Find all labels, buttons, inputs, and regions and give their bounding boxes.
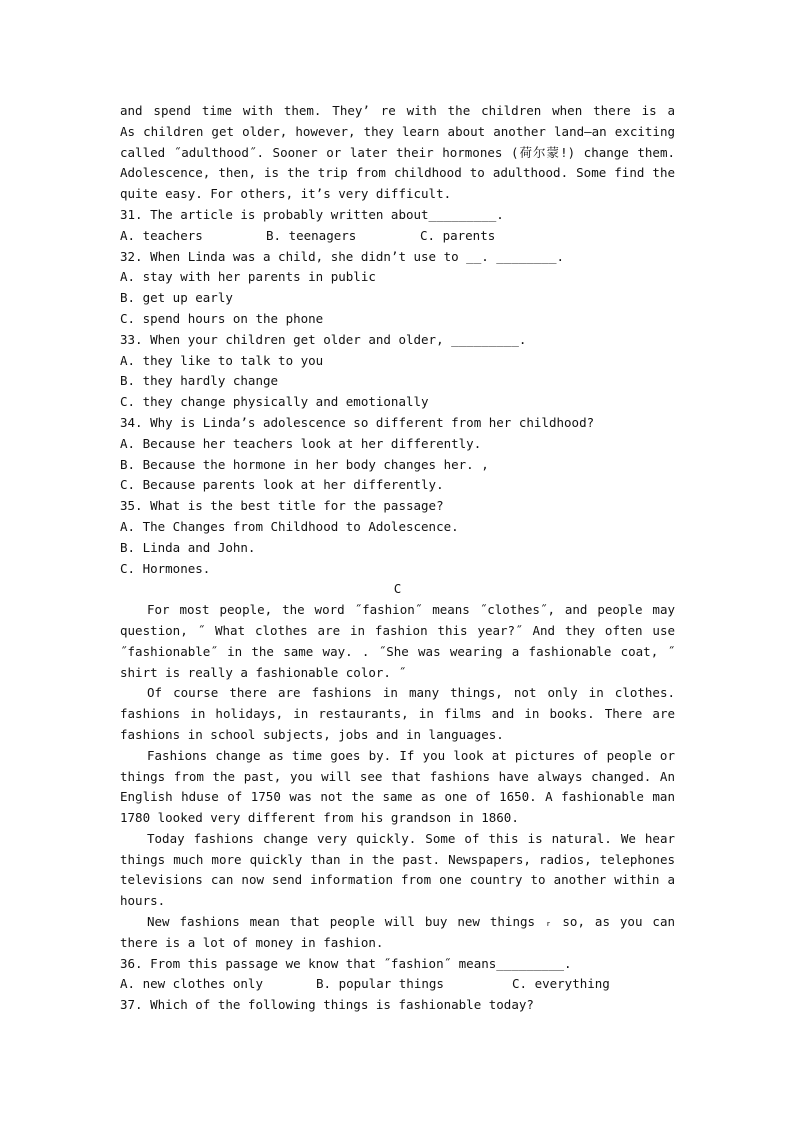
question-31-stem: 31. The article is probably written about_________. xyxy=(120,206,504,222)
option-b: B. Because the hormone in her body changes her. , xyxy=(120,456,489,472)
paragraph-line: For most people, the word ˝fashion˝ means ˝clothes˝, and people may xyxy=(147,602,675,618)
passage-line: and spend time with them. They’ re with the children when there is a xyxy=(120,103,675,118)
question-34-stem: 34. Why is Linda’s adolescence so different from her childhood? xyxy=(120,414,595,430)
option-a: A. new clothes only xyxy=(120,976,263,992)
paragraph-line: hours. xyxy=(120,893,166,909)
passage-line: As children get older, however, they learn about another land—an exciting xyxy=(120,123,675,139)
paragraph-line: question, ˝ What clothes are in fashion this year?˝ And they often use xyxy=(120,622,675,638)
paragraph-line: things from the past, you will see that fashions have always changed. An xyxy=(120,768,675,784)
option-c: C. spend hours on the phone xyxy=(120,310,324,326)
paragraph-line: ˝fashionable˝ in the same way. . ˝She was wearing a fashionable coat, ˝ xyxy=(120,643,675,659)
question-35-stem: 35. What is the best title for the passage? xyxy=(120,498,444,514)
option-b: B. Linda and John. xyxy=(120,539,256,555)
option-b: B. teenagers xyxy=(266,227,357,243)
option-b: B. get up early xyxy=(120,290,233,306)
passage-line: Adolescence, then, is the trip from childhood to adulthood. Some find the xyxy=(120,165,675,181)
paragraph-line: shirt is really a fashionable color. ˝ xyxy=(120,664,406,680)
question-31-options xyxy=(120,226,675,247)
paragraph-line: there is a lot of money in fashion. xyxy=(120,934,384,950)
paragraph-line: things much more quickly than in the past. Newspapers, radios, telephones xyxy=(120,851,675,867)
option-c: C. everything xyxy=(512,976,610,992)
paragraph-line: Fashions change as time goes by. If you look at pictures of people or xyxy=(147,747,675,763)
question-32-stem: 32. When Linda was a child, she didn’t use to __. ________. xyxy=(120,248,565,264)
option-a: A. they like to talk to you xyxy=(120,352,324,368)
option-c: C. parents xyxy=(420,227,496,243)
option-c: C. Hormones. xyxy=(120,560,211,576)
document-body xyxy=(120,101,675,1016)
option-b: B. popular things xyxy=(316,976,444,992)
option-c: C. Because parents look at her differently. xyxy=(120,477,444,493)
paragraph-line: English hduse of 1750 was not the same as one of 1650. A fashionable man xyxy=(120,789,675,805)
option-a: A. stay with her parents in public xyxy=(120,269,376,285)
paragraph-line: fashions in holidays, in restaurants, in films and in books. There are xyxy=(120,706,675,722)
question-36-options xyxy=(120,974,675,995)
question-33-stem: 33. When your children get older and older, _________. xyxy=(120,331,527,347)
section-heading: C xyxy=(393,581,402,597)
passage-line: quite easy. For others, it’s very difficult. xyxy=(120,186,452,202)
option-a: A. The Changes from Childhood to Adolescence. xyxy=(120,518,459,534)
paragraph-line: fashions in school subjects, jobs and in languages. xyxy=(120,726,504,742)
question-37-stem: 37. Which of the following things is fashionable today? xyxy=(120,997,534,1013)
paragraph-line: 1780 looked very different from his grandson in 1860. xyxy=(120,810,519,826)
paragraph-line: Today fashions change very quickly. Some of this is natural. We hear xyxy=(147,830,675,846)
passage-line: called ˝adulthood˝. Sooner or later their hormones (荷尔蒙!) change them. xyxy=(120,144,675,160)
option-c: C. they change physically and emotionally xyxy=(120,394,429,410)
option-b: B. they hardly change xyxy=(120,373,279,389)
question-36-stem: 36. From this passage we know that ˝fashion˝ means_________. xyxy=(120,955,572,971)
paragraph-line: Of course there are fashions in many things, not only in clothes. xyxy=(147,685,675,701)
paragraph-line: New fashions mean that people will buy new things ᵣ so, as you can xyxy=(147,914,675,930)
paragraph-line: televisions can now send information from one country to another within a xyxy=(120,872,675,888)
option-a: A. teachers xyxy=(120,227,203,243)
option-a: A. Because her teachers look at her differently. xyxy=(120,435,482,451)
